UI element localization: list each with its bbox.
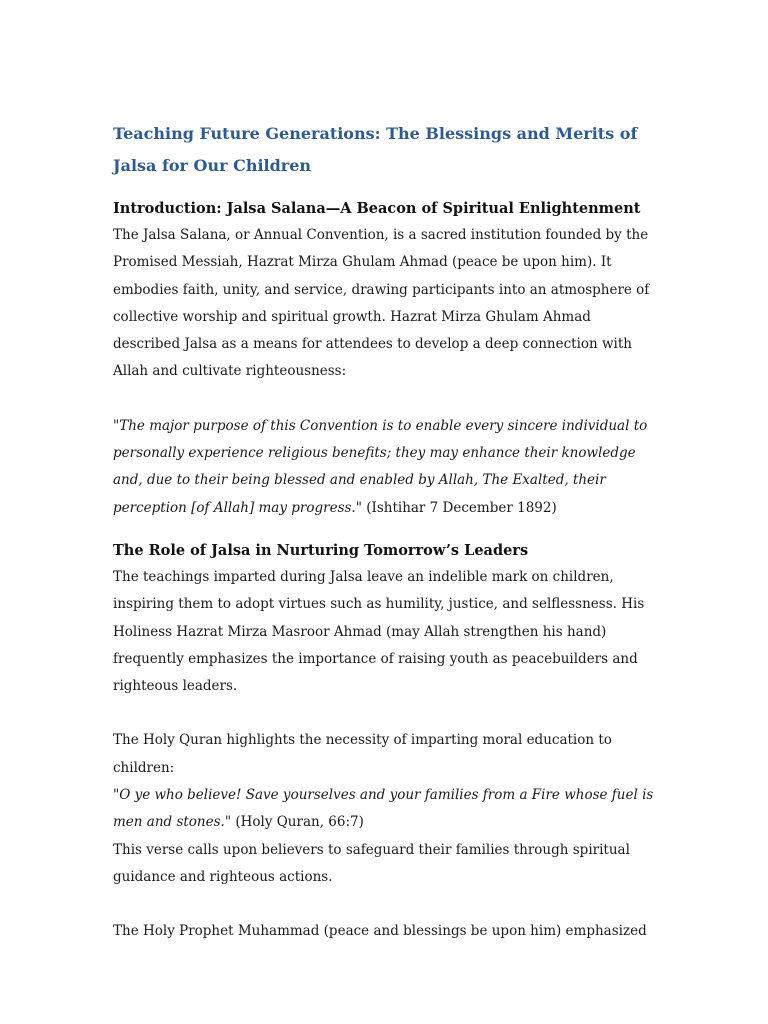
spacer [113, 386, 658, 413]
quran-quote-paragraph [113, 782, 658, 837]
intro-quote-paragraph [113, 413, 658, 522]
intro-heading: Introduction: Jalsa Salana—A Beacon of Spiritual Enlightenment [113, 200, 641, 217]
quran-intro: The Holy Quran highlights the necessity of imparting moral education to children: [113, 732, 612, 776]
role-heading: The Role of Jalsa in Nurturing Tomorrow’s Leaders [113, 541, 529, 559]
document-title: Teaching Future Generations: The Blessings and Merits of Jalsa for Our Children [113, 124, 638, 175]
intro-paragraph: The Jalsa Salana, or Annual Convention, is a sacred institution founded by the Promised Messiah, Hazrat Mirza Ghulam Ahmad (peace be upon him). It embodies faith, unity, and service, drawing participants into an atmosphere of collective worship and spiritual growth. Hazrat Mirza Ghulam Ahmad described Jalsa as a means for attendees to develop a deep connection with Allah and cultivate righteousness: [113, 227, 650, 380]
quran-note: This verse calls upon believers to safeguard their families through spiritual guidance and righteous actions. [113, 841, 630, 885]
quran-quote: "O ye who believe! Save yourselves and your families from a Fire whose fuel is men and stones." [113, 787, 654, 831]
quran-reference: (Holy Quran, 66:7) [231, 814, 364, 831]
spacer [113, 700, 658, 727]
intro-quote-source: (Ishtihar 7 December 1892) [361, 499, 557, 516]
intro-quote: "The major purpose of this Convention is to enable every sincere individual to personally experience religious benefits; they may enhance their knowledge and, due to their being blessed and enabled by Allah, The Exalted, their perception [of Allah] may progress." [113, 417, 648, 516]
role-paragraph: The teachings imparted during Jalsa leave an indelible mark on children, inspiring them to adopt virtues such as humility, justice, and selflessness. His Holiness Hazrat Mirza Masroor Ahmad (may Allah strengthen his hand) frequently emphasizes the importance of raising youth as peacebuilders and righteous leaders. [113, 568, 645, 695]
document-page [113, 118, 658, 946]
spacer [113, 891, 658, 918]
prophet-paragraph: The Holy Prophet Muhammad (peace and blessings be upon him) emphasized [113, 923, 647, 940]
spacer [113, 522, 658, 542]
